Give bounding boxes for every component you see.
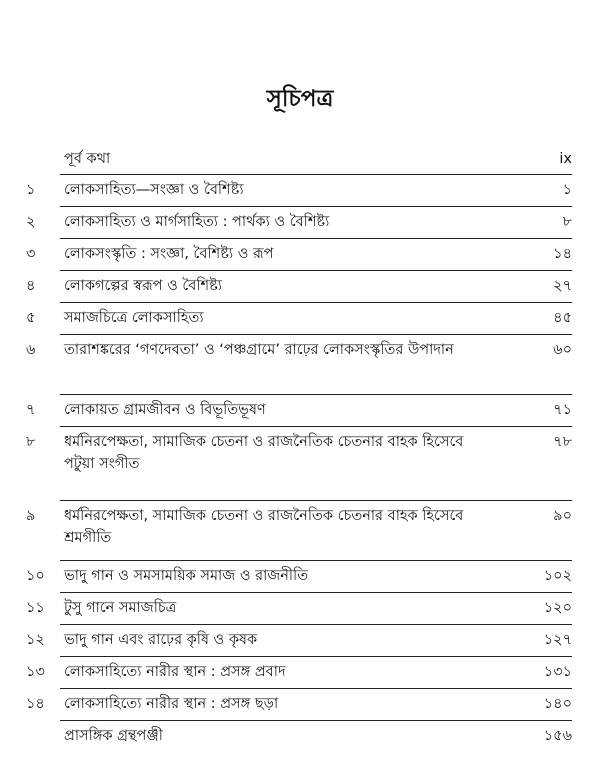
divider [60, 560, 572, 561]
chapter-title: লোকায়ত গ্রামজীবন ও বিভূতিভূষণ [64, 402, 266, 418]
page-number: ১৪০ [543, 696, 572, 712]
page-number: ১ [562, 182, 572, 198]
page-number: ৭৮ [553, 434, 572, 450]
page-title: সূচিপত্র [266, 86, 334, 112]
chapter-number: ৮ [26, 434, 36, 450]
toc-row [0, 211, 600, 233]
chapter-title: সমাজচিত্রে লোকসাহিত্য [64, 310, 204, 326]
chapter-number: ১০ [26, 568, 45, 584]
divider [60, 426, 572, 427]
chapter-title: লোকসাহিত্য ও মার্গসাহিত্য : পার্থক্য ও বৈশিষ্ট্য [64, 214, 330, 230]
page-number: ২৭ [553, 278, 572, 294]
divider [60, 592, 572, 593]
chapter-title: লোকসাহিত্যে নারীর স্থান : প্রসঙ্গ প্রবাদ [64, 664, 286, 680]
chapter-number: ৯ [26, 508, 36, 524]
chapter-title: লোকসাহিত্যে নারীর স্থান : প্রসঙ্গ ছড়া [64, 696, 279, 712]
toc-row [0, 243, 600, 265]
divider [60, 270, 572, 271]
chapter-title: টুসু গানে সমাজচিত্র [64, 600, 177, 616]
divider [60, 394, 572, 395]
chapter-number: ৭ [26, 402, 36, 418]
page-number: ১৩১ [543, 664, 572, 680]
divider [60, 302, 572, 303]
chapter-title: লোকসংস্কৃতি : সংজ্ঞা, বৈশিষ্ট্য ও রূপ [64, 246, 274, 262]
toc-row [0, 431, 600, 475]
toc-row [0, 505, 600, 549]
divider [60, 656, 572, 657]
divider [60, 206, 572, 207]
page-number: ১৪ [553, 246, 572, 262]
chapter-title: লোকসাহিত্য—সংজ্ঞা ও বৈশিষ্ট্য [64, 182, 244, 198]
page-number: ১২৭ [543, 632, 572, 648]
chapter-title: তারাশঙ্করের ‘গণদেবতা’ ও ‘পঞ্চগ্রামে’ রাঢ়ের লোকসংস্কৃতির উপাদান [64, 342, 454, 358]
toc-row [0, 275, 600, 297]
divider [60, 688, 572, 689]
toc-row [0, 597, 600, 619]
toc-row [0, 565, 600, 587]
chapter-title: ধর্মনিরপেক্ষতা, সামাজিক চেতনা ও রাজনৈতিক চেতনার বাহক হিসেবে শ্রমগীতি [64, 508, 464, 546]
page-number: ix [559, 151, 572, 167]
chapter-title: ভাদু গান ও সমসাময়িক সমাজ ও রাজনীতি [64, 568, 309, 584]
toc-row [0, 399, 600, 421]
chapter-number: ৫ [26, 310, 36, 326]
chapter-number: ১১ [26, 600, 45, 616]
toc-row [0, 307, 600, 329]
chapter-number: ১২ [26, 632, 45, 648]
chapter-title: পূর্ব কথা [64, 151, 111, 167]
toc-row [0, 179, 600, 201]
toc-row [0, 661, 600, 683]
divider [60, 624, 572, 625]
page-number: ১২০ [543, 600, 572, 616]
chapter-number: ১৩ [26, 664, 45, 680]
page-number: ১০২ [543, 568, 572, 584]
page-number: ৪৫ [553, 310, 572, 326]
chapter-title: প্রাসঙ্গিক গ্রন্থপঞ্জী [64, 728, 163, 744]
toc-row [0, 148, 600, 170]
chapter-number: ১ [26, 182, 36, 198]
divider [60, 500, 572, 501]
chapter-number: ৪ [26, 278, 36, 294]
chapter-number: ৩ [26, 246, 36, 262]
page-number: ৭১ [553, 402, 572, 418]
divider [60, 174, 572, 175]
page-number: ৯০ [553, 508, 572, 524]
toc-row [0, 339, 600, 361]
toc-row [0, 693, 600, 715]
chapter-number: ২ [26, 214, 36, 230]
toc-row [0, 725, 600, 747]
chapter-number: ৬ [26, 342, 36, 358]
page-number: ১৫৬ [543, 728, 572, 744]
chapter-number: ১৪ [26, 696, 45, 712]
divider [60, 238, 572, 239]
divider [60, 334, 572, 335]
divider [60, 720, 572, 721]
chapter-title: লোকগল্পের স্বরূপ ও বৈশিষ্ট্য [64, 278, 222, 294]
chapter-title: ভাদু গান এবং রাঢ়ের কৃষি ও কৃষক [64, 632, 258, 648]
page-number: ৮ [562, 214, 572, 230]
toc-row [0, 629, 600, 651]
chapter-title: ধর্মনিরপেক্ষতা, সামাজিক চেতনা ও রাজনৈতিক চেতনার বাহক হিসেবে পটুয়া সংগীত [64, 434, 464, 472]
page-number: ৬০ [553, 342, 572, 358]
